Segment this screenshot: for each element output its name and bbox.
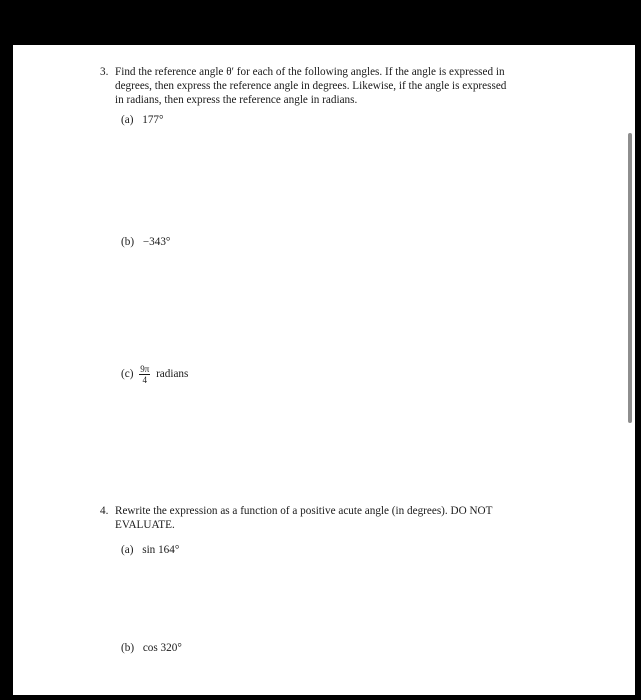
fraction-denominator: 4	[142, 375, 147, 385]
question-4-part-b	[121, 642, 182, 654]
question-4-line-2: EVALUATE.	[115, 519, 175, 531]
question-3-number: 3.	[100, 66, 109, 78]
part-value: cos 320°	[142, 642, 182, 654]
part-label: (b)	[121, 236, 135, 248]
part-value: sin 164°	[142, 544, 180, 556]
fraction	[139, 364, 150, 385]
question-3-line-3: in radians, then express the reference angle in radians.	[115, 94, 358, 106]
question-3-line-2: degrees, then express the reference angle in degrees. Likewise, if the angle is expressed	[115, 80, 507, 92]
question-4-line-1: Rewrite the expression as a function of a positive acute angle (in degrees). DO NOT	[115, 505, 493, 517]
question-4-number: 4.	[100, 505, 109, 517]
unit-label: radians	[156, 368, 189, 381]
question-3-line-1: Find the reference angle θ′ for each of the following angles. If the angle is expressed in	[115, 66, 505, 78]
part-label: (b)	[121, 642, 135, 654]
question-3-part-a	[121, 114, 163, 126]
part-label: (a)	[121, 544, 134, 556]
worksheet-page	[13, 45, 635, 695]
part-label: (a)	[121, 114, 134, 126]
question-4-part-a	[121, 544, 179, 556]
question-3-part-c	[121, 364, 188, 385]
question-3-part-b	[121, 236, 170, 248]
vertical-scrollbar[interactable]	[628, 133, 632, 423]
part-value: −343°	[142, 236, 171, 248]
fraction-numerator: 9π	[140, 364, 150, 374]
part-value: 177°	[142, 114, 164, 126]
part-label: (c)	[121, 368, 134, 381]
